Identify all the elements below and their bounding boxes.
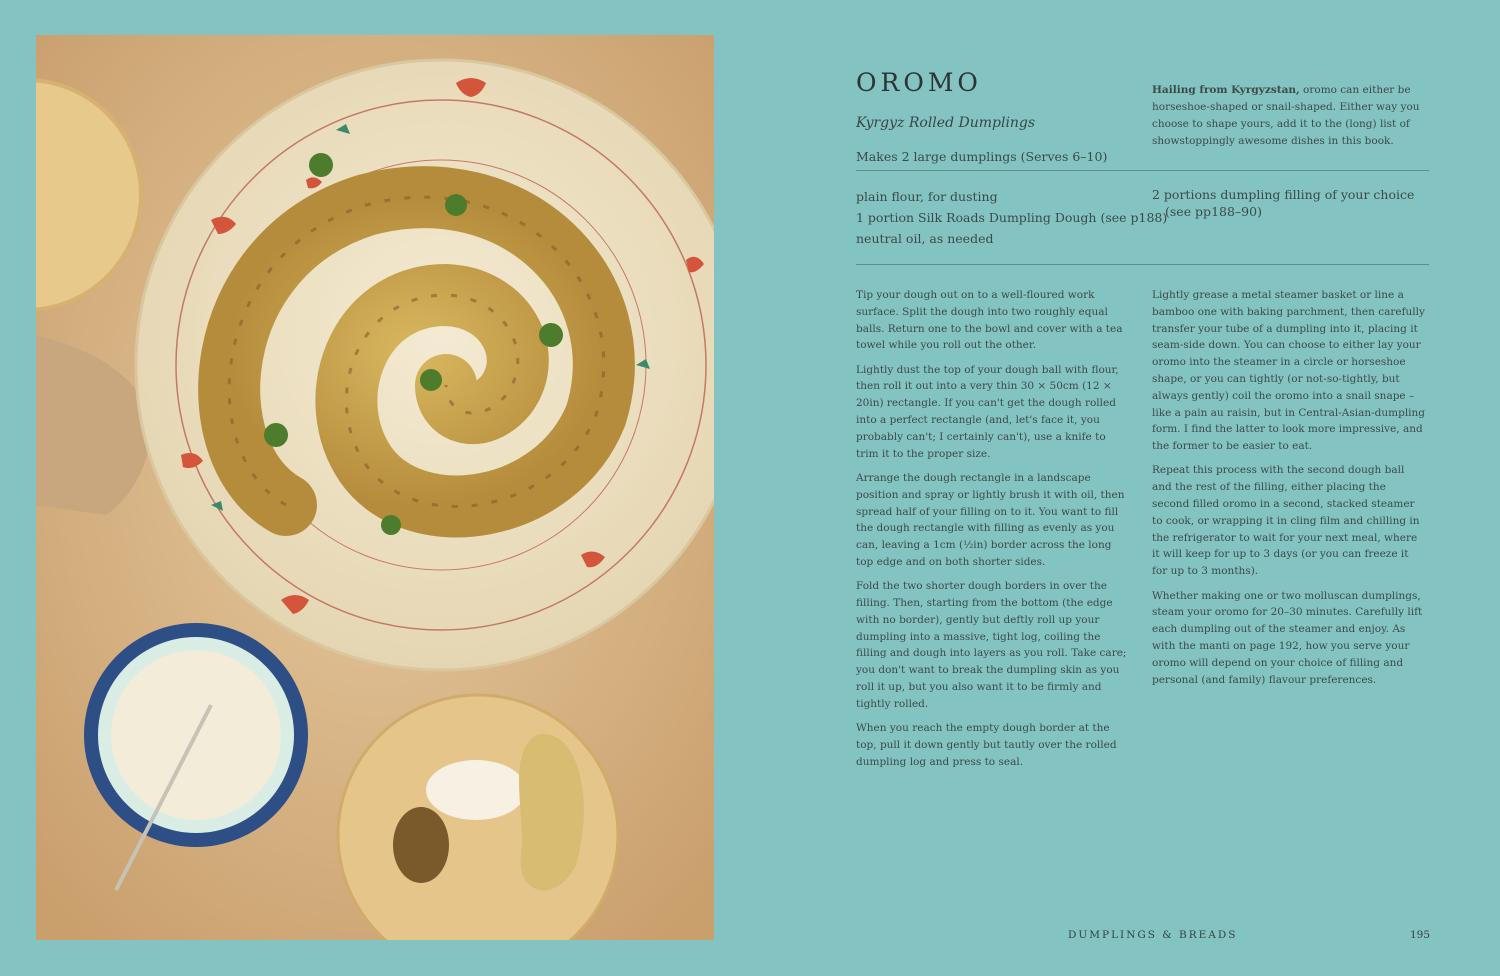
- recipe-subtitle: Kyrgyz Rolled Dumplings: [856, 115, 1036, 131]
- food-photo: [36, 35, 714, 940]
- divider-bottom: [856, 264, 1429, 265]
- footer-section: DUMPLINGS & BREADS: [1068, 929, 1238, 941]
- page-number: 195: [1410, 929, 1431, 941]
- method-paragraph: Lightly grease a metal steamer basket or line a bamboo one with baking parchment, then carefully transfer your tube of a dumpling into it, placing it seam-side down. You can choose to either lay your oromo into the steamer in a circle or horseshoe shape, or you can tightly (or not-so-tightly, but always gently) coil the oromo into a snail snape – like a pain au raisin, but in Central-Asian-dumpling form. I find the latter to look more impressive, and the former to be easier to eat.: [1152, 289, 1426, 453]
- ingredient-item: plain flour, for dusting: [856, 189, 998, 204]
- recipe-yield: Makes 2 large dumplings (Serves 6–10): [856, 149, 1108, 164]
- method-paragraph: Whether making one or two molluscan dumplings, steam your oromo for 20–30 minutes. Carefully lift each dumpling out of the steamer and enjoy. As with the manti on page 192, how you serve your oromo will depend on your choice of filling and personal (and family) flavour preferences.: [1152, 589, 1423, 686]
- ingredients-left: [856, 186, 1167, 249]
- ingredient-item: 2 portions dumpling filling of your choice: [1152, 187, 1415, 202]
- ingredient-item: (see pp188–90): [1165, 204, 1262, 219]
- intro-lead: Hailing from Kyrgyzstan,: [1152, 84, 1300, 96]
- recipe-intro: [1152, 82, 1432, 150]
- method-paragraph: Lightly dust the top of your dough ball with flour, then roll it out into a very thin 30 × 50cm (12 × 20in) rectangle. If you can't get the dough rolled into a perfect rectangle (and, let's face it, you probably can't; I certainly can't), use a knife to trim it to the proper size.: [856, 363, 1119, 460]
- ingredient-item: neutral oil, as needed: [856, 231, 994, 246]
- recipe-title: OROMO: [856, 68, 982, 97]
- method-left: [856, 287, 1130, 778]
- intro-text: oromo can either be horseshoe-shaped or snail-shaped. Either way you choose to shape yours, add it to the (long) list of showstoppingly awesome dishes in this book.: [1152, 84, 1420, 147]
- ingredients-right: [1152, 186, 1414, 220]
- method-paragraph: Fold the two shorter dough borders in over the filling. Then, starting from the bottom (the edge with no border), gently but deftly roll up your dumpling into a massive, tight log, coiling the filling and dough into layers as you roll. Take care; you don't want to break the dumpling skin as you roll it up, but you also want it to be firmly and tightly rolled.: [856, 580, 1127, 710]
- method-paragraph: Repeat this process with the second dough ball and the rest of the filling, either placing the second filled oromo in a second, stacked steamer to cook, or wrapping it in cling film and chilling in the refrigerator to wait for your next meal, where it will keep for up to 3 days (or you can freeze it for up to 3 months).: [1152, 464, 1420, 578]
- divider-top: [856, 170, 1429, 171]
- method-paragraph: Tip your dough out on to a well-floured work surface. Split the dough into two roughly equal balls. Return one to the bowl and cover with a tea towel while you roll out the other.: [856, 289, 1123, 352]
- method-paragraph: Arrange the dough rectangle in a landscape position and spray or lightly brush it with oil, then spread half of your filling on to it. You want to fill the dough rectangle with filling as evenly as you can, leaving a 1cm (½in) border across the long top edge and on both shorter sides.: [856, 471, 1125, 568]
- method-right: [1152, 287, 1426, 696]
- method-paragraph: When you reach the empty dough border at the top, pull it down gently but tautly over the rolled dumpling log and press to seal.: [856, 722, 1117, 768]
- ingredient-item: 1 portion Silk Roads Dumpling Dough (see p188): [856, 210, 1168, 225]
